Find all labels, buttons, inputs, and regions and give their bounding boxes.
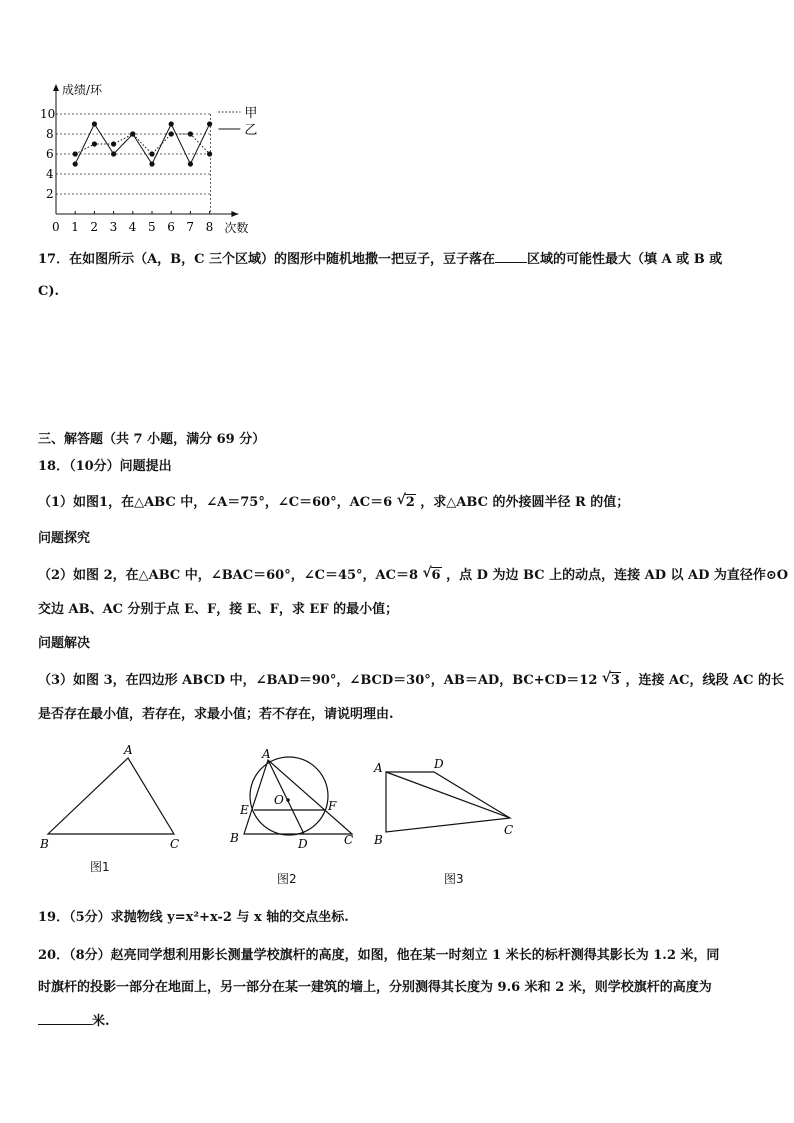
data-point [73, 151, 78, 156]
x-axis-arrow [231, 211, 238, 217]
q18-part3 [38, 672, 784, 689]
fig2-label-a: A [262, 748, 271, 761]
x-tick-label: 7 [186, 220, 195, 234]
q17-line2 [38, 284, 59, 300]
fig1-caption: 图1 [90, 860, 110, 874]
fig3-label-c: C [504, 823, 514, 837]
fig3-label-b: B [374, 833, 383, 847]
x-tick-label: 6 [167, 220, 175, 234]
data-point [73, 161, 78, 166]
y-tick-label: 4 [46, 167, 54, 181]
sqrt-6: √ 6 [422, 565, 441, 583]
fig3-caption: 图3 [444, 872, 464, 886]
fig3-label-d: D [434, 757, 444, 771]
q17-line1 [38, 250, 722, 268]
fig2-caption: 图2 [277, 872, 297, 886]
score-line-chart [30, 78, 300, 238]
data-point [130, 131, 135, 136]
q18-part3-line2: 是否存在最小值，若存在，求最小值；若不存在，请说明理由. [38, 707, 394, 722]
x-tick-label: 0 [52, 220, 60, 234]
data-point [92, 141, 97, 146]
y-tick-label: 2 [46, 187, 54, 201]
q18-part2-line2: 交边 AB、AC 分别于点 E、F，接 E、F，求 EF 的最小值； [38, 602, 399, 617]
x-tick-label: 3 [109, 220, 118, 234]
data-point [111, 141, 116, 146]
section3-heading: 三、解答题（共 7 小题，满分 69 分） [38, 432, 266, 447]
x-axis-label: 次数 [224, 221, 249, 235]
data-point [111, 151, 116, 156]
data-point [149, 151, 154, 156]
q17-text-after: 区域的可能性最大（填 A 或 B 或 [527, 252, 723, 267]
x-tick-label: 1 [71, 220, 79, 234]
fig2-label-c: C [344, 833, 354, 847]
q18-solve-heading: 问题解决 [38, 636, 91, 651]
q18-part2-after: ，点 D 为边 BC 上的动点，连接 AD 以 AD 为直径作⊙O [446, 568, 789, 583]
x-tick-label: 2 [90, 220, 99, 234]
y-axis-label: 成绩/环 [62, 83, 103, 97]
q20-line1: 20．（8分）赵亮同学想利用影长测量学校旗杆的高度，如图，他在某一时刻立 1 米长的标杆测得其影长为 1.2 米，同 [38, 948, 720, 963]
q18-part2-before: （2）如图 2，在△ABC 中，∠BAC＝60°，∠C＝45°，AC＝8 [38, 568, 419, 583]
fig1-label-c: C [170, 837, 180, 851]
q18-part1-after: ，求△ABC 的外接圆半径 R 的值； [420, 495, 630, 510]
x-tick-label: 8 [205, 220, 214, 234]
fig1-label-b: B [40, 837, 49, 851]
fig2-label-d: D [298, 837, 308, 851]
data-point [188, 131, 193, 136]
q18-heading: 18．（10分）问题提出 [38, 459, 172, 474]
sqrt-2: √ 2 [396, 492, 415, 510]
fig2-label-f: F [328, 799, 337, 813]
q20-answer-blank[interactable] [38, 1012, 92, 1025]
fig3-label-a: A [374, 761, 383, 775]
fig1-label-a: A [124, 743, 133, 757]
data-point [149, 161, 154, 166]
q20-line3-after: 米. [92, 1014, 110, 1029]
x-tick-label: 5 [148, 220, 156, 234]
data-point [207, 121, 212, 126]
q18-part1-before: （1）如图1，在△ABC 中，∠A＝75°，∠C＝60°，AC＝6 [38, 495, 393, 510]
y-tick-label: 6 [46, 147, 54, 161]
q18-part3-before: （3）如图 3，在四边形 ABCD 中，∠BAD＝90°，∠BCD＝30°，AB＝AD，BC+CD＝12 [38, 673, 598, 688]
legend-label: 甲 [244, 106, 258, 121]
q17-text-before: 17．在如图所示（A，B，C 三个区域）的图形中随机地撒一把豆子，豆子落在 [38, 252, 496, 267]
y-tick-label: 8 [46, 127, 54, 141]
data-point [207, 151, 212, 156]
y-axis-arrow [53, 84, 59, 91]
data-point [92, 121, 97, 126]
q17-text-line2: C). [38, 284, 60, 299]
y-tick-label: 10 [40, 107, 56, 121]
figure-2-circle-triangle [222, 748, 362, 853]
q19-text: 19．（5分）求抛物线 y=x²+x-2 与 x 轴的交点坐标. [38, 910, 349, 925]
sqrt-3: √ 3 [601, 670, 620, 688]
figure-1-triangle [36, 740, 196, 855]
data-point [169, 131, 174, 136]
q18-part1 [38, 494, 629, 511]
q20-line2: 时旗杆的投影一部分在地面上，另一部分在某一建筑的墙上，分别测得其长度为 9.6 米和 2 米，则学校旗杆的高度为 [38, 980, 712, 995]
fig2-label-o: O [274, 793, 284, 807]
data-point [188, 161, 193, 166]
figure-3-quadrilateral [366, 752, 526, 852]
q20-line3 [38, 1012, 110, 1030]
legend-label: 乙 [244, 123, 258, 138]
fig2-label-e: E [240, 803, 249, 817]
q18-part3-after: ，连接 AC，线段 AC 的长 [625, 673, 784, 688]
fig2-label-b: B [230, 831, 239, 845]
x-tick-label: 4 [128, 220, 137, 234]
q18-part2 [38, 567, 788, 584]
q17-answer-blank[interactable] [495, 250, 527, 263]
q18-explore-heading: 问题探究 [38, 531, 91, 546]
data-point [169, 121, 174, 126]
